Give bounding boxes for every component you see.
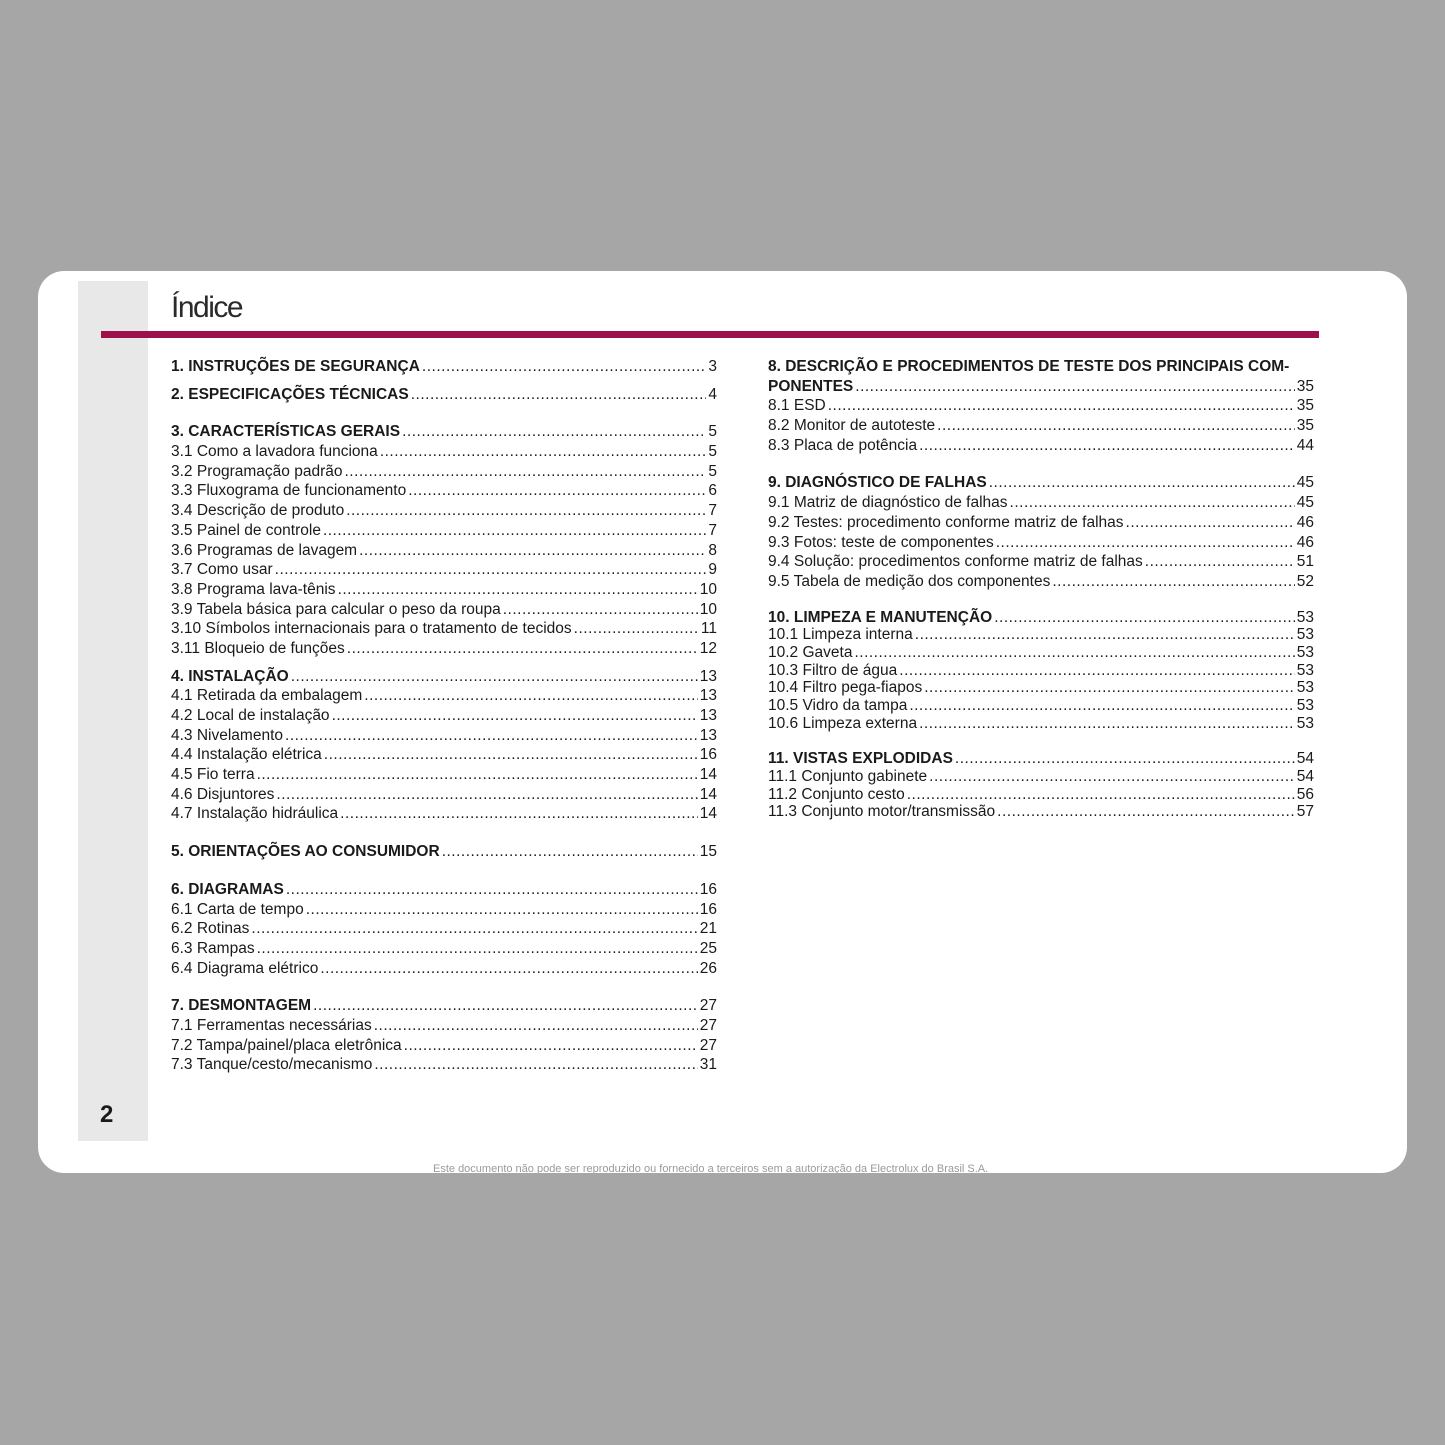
toc-dot-leader [937,416,1295,436]
toc-entry-page: 11 [700,620,717,638]
toc-entry-page: 10 [699,600,717,618]
toc-entry-page: 53 [1296,714,1314,732]
toc-entry-label: 4.3 Nivelamento [171,726,284,744]
toc-subsection-entry[interactable] [171,686,717,706]
toc-entry-page: 14 [699,766,717,784]
toc-entry-page: 56 [1296,785,1314,803]
toc-dot-leader [359,541,706,561]
toc-section-entry[interactable] [171,880,717,900]
toc-entry-page: 5 [708,443,717,461]
toc-dot-leader [291,667,698,687]
toc-entry-page: 35 [1296,377,1314,395]
toc-entry-page: 13 [699,726,717,744]
toc-entry-page: 7 [708,502,717,520]
toc-heading-section-8: 8. DESCRIÇÃO E PROCEDIMENTOS DE TESTE DOS PRINCIPAIS COM- [768,358,1290,375]
toc-entry-label: 10.6 Limpeza externa [768,714,918,732]
toc-subsection-entry[interactable] [171,619,717,639]
toc-dot-leader [364,686,697,706]
toc-dot-leader [503,600,698,620]
toc-entry-page: 52 [1296,572,1314,590]
toc-dot-leader [324,745,698,765]
toc-entry-label: 11.3 Conjunto motor/transmissão [768,803,996,821]
toc-subsection-entry[interactable] [171,501,717,521]
toc-entry-label: PONENTES [768,377,854,395]
toc-entry-label: 3.9 Tabela básica para calcular o peso da roupa [171,600,501,618]
toc-entry-label: 9.2 Testes: procedimento conforme matriz de falhas [768,513,1124,531]
toc-dot-leader [275,560,707,580]
toc-subsection-entry[interactable] [768,493,1314,513]
toc-right-column [768,357,1314,822]
toc-entry-label: 7. DESMONTAGEM [171,997,312,1015]
toc-entry-label: 3.3 Fluxograma de funcionamento [171,482,407,500]
toc-entry-label: 8.2 Monitor de autoteste [768,417,936,435]
toc-entry-page: 13 [699,707,717,724]
toc-entry-page: 53 [1296,661,1314,679]
toc-entry-page: 57 [1296,803,1314,821]
toc-dot-leader [374,1016,698,1036]
toc-entry-label: 10.1 Limpeza interna [768,626,913,644]
toc-entry-page: 53 [1296,643,1314,661]
toc-section-entry[interactable] [171,996,717,1016]
toc-dot-leader [338,580,698,600]
toc-dot-leader [1052,572,1294,592]
toc-entry-label: 6.1 Carta de tempo [171,900,304,918]
toc-entry-label: 10.2 Gaveta [768,643,853,661]
toc-entry-page: 25 [699,939,717,957]
toc-entry-label: 7.3 Tanque/cesto/mecanismo [171,1056,373,1074]
toc-entry-label: 3.6 Programas de lavagem [171,541,358,559]
toc-dot-leader [380,442,707,462]
toc-entry-label: 9.4 Solução: procedimentos conforme matriz de falhas [768,553,1143,571]
toc-entry-page: 16 [699,880,717,898]
toc-entry-page: 14 [699,785,717,803]
toc-dot-leader [347,639,698,659]
toc-entry-label: 3.8 Programa lava-tênis [171,580,336,598]
toc-entry-label: 9.3 Fotos: teste de componentes [768,533,994,551]
toc-entry-label: 5. ORIENTAÇÕES AO CONSUMIDOR [171,843,440,861]
toc-entry-page: 13 [699,667,717,685]
toc-entry-label: 7.2 Tampa/painel/placa eletrônica [171,1036,402,1054]
toc-subsection-entry[interactable] [171,785,717,805]
toc-dot-leader [1145,552,1295,572]
toc-subsection-entry[interactable] [768,572,1314,592]
toc-subsection-entry[interactable] [171,1055,717,1075]
toc-entry-label: 10. LIMPEZA E MANUTENÇÃO [768,608,993,626]
toc-entry-page: 6 [708,482,717,500]
toc-entry-page: 27 [699,1016,717,1034]
toc-entry-label: 2. ESPECIFICAÇÕES TÉCNICAS [171,385,409,403]
toc-entry-label: 7.1 Ferramentas necessárias [171,1016,372,1034]
toc-entry-label: 3.10 Símbolos internacionais para o tratamento de tecidos [171,620,572,638]
toc-subsection-entry[interactable] [171,919,717,939]
toc-entry-label: 6. DIAGRAMAS [171,880,284,898]
toc-dot-leader [306,900,698,920]
toc-entry-label: 3.4 Descrição de produto [171,502,345,520]
toc-entry-page: 53 [1296,626,1314,644]
toc-entry-label: 3.11 Bloqueio de funções [171,639,345,657]
toc-entry-page: 9 [708,561,717,579]
toc-entry-page: 54 [1296,768,1314,786]
toc-entry-page: 14 [699,805,717,823]
page-number: 2 [100,1101,114,1128]
toc-entry-page: 27 [699,1036,717,1054]
page-sidebar [78,281,148,1141]
toc-entry-page: 45 [1296,494,1314,512]
toc-entry-page: 16 [699,746,717,764]
toc-dot-leader [855,377,1294,397]
toc-entry-page: 53 [1296,697,1314,714]
toc-entry-page: 53 [1296,679,1314,697]
toc-entry-page: 31 [699,1056,717,1074]
toc-section-entry[interactable] [171,357,717,377]
toc-entry-page: 12 [699,639,717,657]
toc-dot-leader [320,959,697,979]
toc-dot-leader [1010,493,1295,513]
toc-dot-leader [996,533,1295,553]
toc-subsection-entry[interactable] [171,706,717,726]
toc-entry-page: 4 [708,385,717,403]
toc-subsection-entry[interactable] [171,900,717,920]
toc-dot-leader [442,842,698,862]
toc-subsection-entry[interactable] [171,765,717,785]
toc-dot-leader [402,422,706,442]
toc-section-entry[interactable] [171,842,717,862]
toc-section-entry[interactable] [171,385,717,405]
toc-dot-leader [257,939,698,959]
footer-notice: Este documento não pode ser reproduzido ou fornecido a terceiros sem a autorização da Electrolux do Brasil S.A. [433,1163,989,1173]
toc-dot-leader [828,396,1295,416]
toc-subsection-entry[interactable] [171,580,717,600]
toc-entry-label: 4.5 Fio terra [171,766,255,784]
toc-subsection-entry[interactable] [171,639,717,659]
toc-entry-page: 5 [708,423,717,441]
toc-dot-leader [286,880,698,900]
toc-entry-label: 10.3 Filtro de água [768,661,898,679]
toc-entry-page: 54 [1296,750,1314,768]
toc-dot-leader [1126,513,1295,533]
toc-entry-label: 9.1 Matriz de diagnóstico de falhas [768,494,1008,512]
toc-subsection-entry[interactable] [768,552,1314,572]
toc-entry-page: 35 [1296,397,1314,415]
toc-entry-label: 6.4 Diagrama elétrico [171,959,319,977]
toc-dot-leader [251,919,697,939]
toc-subsection-entry[interactable] [171,726,717,746]
toc-entry-page: 53 [1296,608,1314,626]
toc-entry-page: 35 [1296,417,1314,435]
toc-dot-leader [919,714,1295,734]
toc-dot-leader [422,357,706,377]
toc-subsection-entry[interactable] [171,600,717,620]
toc-entry-page: 5 [708,462,717,480]
toc-dot-leader [404,1036,698,1056]
title-divider [101,331,1319,338]
toc-entry-page: 8 [708,541,717,559]
toc-entry-label: 11. VISTAS EXPLODIDAS [768,750,953,768]
toc-entry-label: 4.6 Disjuntores [171,785,275,803]
toc-entry-label: 9. DIAGNÓSTICO DE FALHAS [768,474,987,492]
toc-subsection-entry[interactable] [768,436,1314,456]
toc-entry-label: 3.2 Programação padrão [171,462,343,480]
toc-entry-label: 3.1 Como a lavadora funciona [171,443,378,461]
toc-subsection-entry[interactable] [171,959,717,979]
toc-right-entries [768,377,1314,822]
toc-subsection-entry[interactable] [171,541,717,561]
toc-subsection-entry[interactable] [171,521,717,541]
toc-dot-leader [313,996,698,1016]
toc-dot-leader [408,481,706,501]
toc-subsection-entry[interactable] [768,416,1314,436]
toc-entry-page: 51 [1296,553,1314,571]
toc-dot-leader [574,619,699,639]
toc-subsection-entry[interactable] [171,1036,717,1056]
toc-section-entry[interactable] [768,377,1314,397]
toc-entry-page: 27 [699,997,717,1015]
toc-subsection-entry[interactable] [768,802,1314,822]
toc-entry-label: 3.7 Como usar [171,561,273,579]
toc-dot-leader [997,802,1295,822]
toc-subsection-entry[interactable] [171,745,717,765]
toc-subsection-entry[interactable] [768,396,1314,416]
toc-entry-page: 16 [699,900,717,918]
toc-dot-leader [374,1055,697,1075]
toc-entry-page: 46 [1296,513,1314,531]
toc-entry-page: 3 [708,358,717,375]
toc-entry-label: 4.1 Retirada da embalagem [171,687,363,705]
toc-entry-page: 10 [699,580,717,598]
toc-entry-label: 4.4 Instalação elétrica [171,746,322,764]
toc-dot-leader [257,765,698,785]
toc-entry-label: 10.5 Vidro da tampa [768,697,908,714]
toc-entry-label: 11.2 Conjunto cesto [768,785,905,803]
toc-entry-page: 7 [708,521,717,539]
toc-entry-label: 4.7 Instalação hidráulica [171,805,339,823]
toc-subsection-entry[interactable] [171,1016,717,1036]
toc-dot-leader [344,462,706,482]
toc-section-entry[interactable] [171,422,717,442]
toc-entry-page: 15 [699,843,717,861]
toc-section-entry[interactable] [171,667,717,687]
toc-subsection-entry[interactable] [171,462,717,482]
toc-subsection-entry[interactable] [171,804,717,824]
toc-entry-page: 44 [1296,436,1314,454]
toc-dot-leader [323,521,706,541]
toc-entry-page: 26 [699,959,717,977]
toc-subsection-entry[interactable] [768,533,1314,553]
toc-dot-leader [346,501,706,521]
toc-dot-leader [285,726,698,746]
toc-subsection-entry[interactable] [171,939,717,959]
toc-entry-label: 10.4 Filtro pega-fiapos [768,679,923,697]
toc-entry-label: 8.3 Placa de potência [768,436,918,454]
toc-entry-label: 1. INSTRUÇÕES DE SEGURANÇA [171,358,420,375]
toc-entry-page: 46 [1296,533,1314,551]
toc-entry-label: 11.1 Conjunto gabinete [768,768,928,786]
toc-section-entry[interactable] [768,473,1314,493]
toc-dot-leader [411,385,707,405]
toc-subsection-entry[interactable] [768,714,1314,734]
toc-entry-label: 4.2 Local de instalação [171,707,330,724]
toc-dot-leader [332,706,698,726]
toc-entry-label: 4. INSTALAÇÃO [171,667,289,685]
toc-dot-leader [340,804,698,824]
toc-entry-page: 45 [1296,474,1314,492]
toc-entry-label: 8.1 ESD [768,397,826,415]
page-title: Índice [171,291,243,324]
toc-entry-page: 21 [699,920,717,938]
toc-subsection-entry[interactable] [171,560,717,580]
toc-entry-label: 6.2 Rotinas [171,920,250,938]
toc-entry-label: 6.3 Rampas [171,939,255,957]
document-page [38,271,1407,1173]
toc-subsection-entry[interactable] [768,513,1314,533]
toc-dot-leader [276,785,697,805]
toc-left-column [171,357,717,1075]
toc-entry-label: 3. CARACTERÍSTICAS GERAIS [171,423,401,441]
toc-dot-leader [989,473,1295,493]
toc-entry-label: 9.5 Tabela de medição dos componentes [768,572,1051,590]
toc-entry-page: 13 [699,687,717,705]
toc-subsection-entry[interactable] [171,442,717,462]
toc-dot-leader [919,436,1295,456]
toc-entry-label: 3.5 Painel de controle [171,521,321,539]
toc-subsection-entry[interactable] [171,481,717,501]
